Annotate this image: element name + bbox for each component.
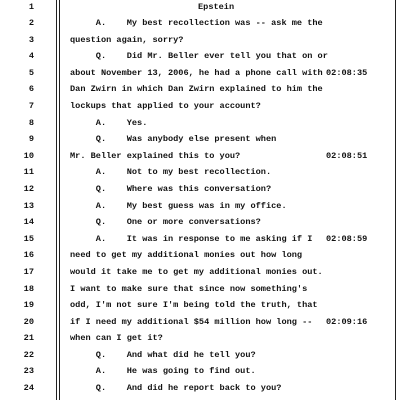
line-text: Q. Did Mr. Beller ever tell you that on or — [70, 51, 328, 62]
line-text: when can I get it? — [70, 333, 163, 344]
transcript-line — [0, 383, 400, 400]
line-number: 21 — [23, 333, 34, 344]
transcript-line — [0, 333, 400, 350]
line-text: A. My best guess was in my office. — [70, 200, 287, 211]
transcript-line — [0, 250, 400, 267]
line-number: 12 — [23, 183, 34, 194]
line-number: 6 — [28, 84, 34, 95]
line-number: 1 — [28, 2, 34, 12]
line-number: 20 — [23, 316, 34, 327]
line-number: 16 — [23, 250, 34, 261]
line-number: 11 — [23, 167, 34, 178]
line-text: lockups that applied to your account? — [70, 100, 261, 111]
line-text: would it take me to get my additional monies out. — [70, 266, 323, 277]
timestamp: 02:08:59 — [326, 233, 368, 244]
line-number: 13 — [23, 200, 34, 211]
transcript-line — [0, 35, 400, 52]
line-number: 15 — [23, 233, 34, 244]
transcript-line — [0, 167, 400, 184]
timestamp: 02:09:16 — [326, 316, 368, 327]
witness-name: Epstein — [198, 2, 235, 12]
line-number: 7 — [28, 100, 34, 111]
line-text: Mr. Beller explained this to you? — [70, 150, 241, 161]
line-number: 4 — [28, 51, 34, 62]
line-number: 18 — [23, 283, 34, 294]
line-number: 8 — [28, 117, 34, 128]
line-number: 19 — [23, 300, 34, 311]
line-text: A. It was in response to me asking if I — [70, 233, 313, 244]
line-number: 2 — [28, 18, 34, 28]
line-text: Q. One or more conversations? — [70, 217, 261, 228]
line-number: 17 — [23, 266, 34, 277]
line-text: question again, sorry? — [70, 34, 184, 45]
transcript-line — [0, 284, 400, 301]
line-number: 24 — [23, 383, 34, 394]
transcript-line — [0, 51, 400, 68]
transcript-line — [0, 350, 400, 367]
line-text: Dan Zwirn in which Dan Zwirn explained to him the — [70, 84, 323, 95]
transcript-line — [0, 118, 400, 135]
transcript-lines — [0, 18, 400, 400]
transcript-line — [0, 217, 400, 234]
line-text: A. Yes. — [70, 117, 148, 128]
transcript-line — [0, 134, 400, 151]
line-number: 3 — [28, 34, 34, 45]
line-number: 22 — [23, 349, 34, 360]
transcript-line — [0, 68, 400, 85]
line-text: about November 13, 2006, he had a phone call with — [70, 67, 323, 78]
transcript-line — [0, 366, 400, 383]
line-text: if I need my additional $54 million how long -- — [70, 316, 313, 327]
line-text: A. My best recollection was -- ask me the — [70, 18, 323, 28]
timestamp: 02:08:51 — [326, 150, 368, 161]
line-text: A. Not to my best recollection. — [70, 167, 272, 178]
line-text: Q. And did he report back to you? — [70, 383, 282, 394]
line-text: Q. And what did he tell you? — [70, 349, 256, 360]
transcript-line — [0, 234, 400, 251]
line-text: Q. Where was this conversation? — [70, 183, 272, 194]
line-number: 14 — [23, 217, 34, 228]
line-text: need to get my additional monies out how long — [70, 250, 303, 261]
transcript-line — [0, 151, 400, 168]
transcript-line — [0, 101, 400, 118]
line-number: 10 — [23, 150, 34, 161]
transcript-line — [0, 267, 400, 284]
transcript-line — [0, 18, 400, 35]
transcript-line — [0, 84, 400, 101]
line-number: 23 — [23, 366, 34, 377]
line-text: odd, I'm not sure I'm being told the truth, that — [70, 300, 318, 311]
transcript-line — [0, 300, 400, 317]
line-number: 9 — [28, 134, 34, 145]
line-text: Q. Was anybody else present when — [70, 134, 277, 145]
timestamp: 02:08:35 — [326, 67, 368, 78]
line-number: 5 — [28, 67, 34, 78]
transcript-line — [0, 184, 400, 201]
transcript-line — [0, 317, 400, 334]
transcript-line — [0, 201, 400, 218]
line-text: A. He was going to find out. — [70, 366, 256, 377]
line-text: I want to make sure that since now something's — [70, 283, 308, 294]
